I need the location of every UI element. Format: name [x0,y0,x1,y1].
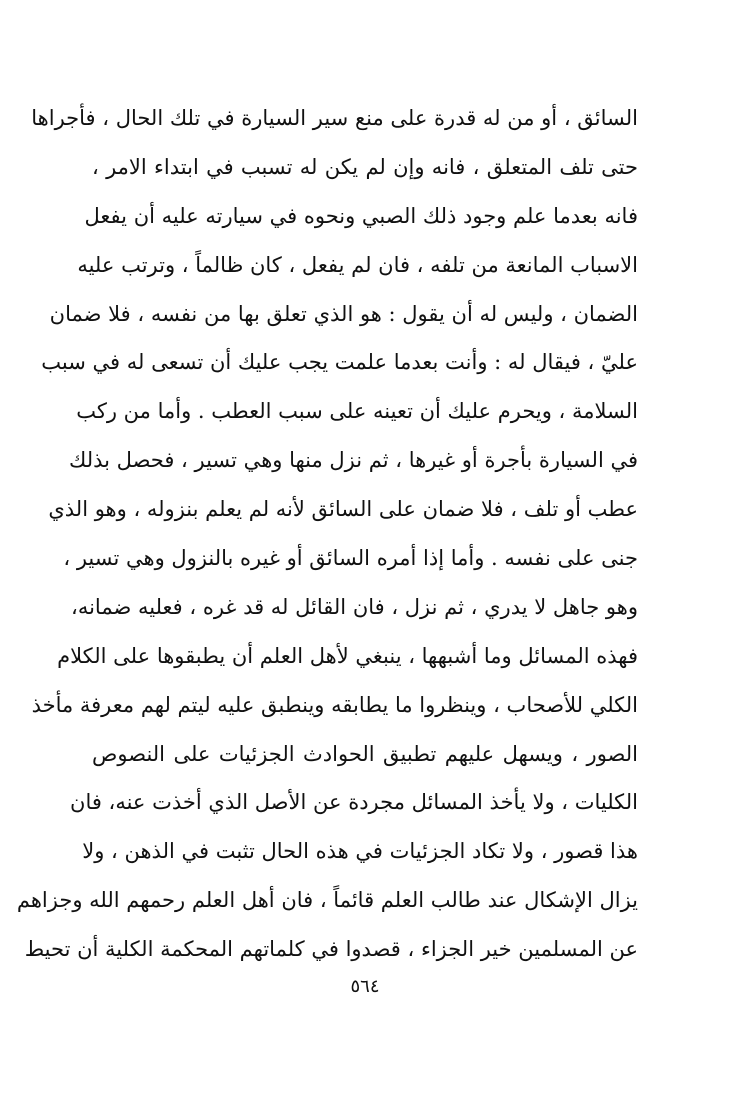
text-line: حتى تلف المتعلق ، فانه وإن لم يكن له تسبب في ابتداء الامر ، [92,154,638,179]
text-line: الكليات ، ولا يأخذ المسائل مجردة عن الأصل الذي أخذت عنه، فان [70,790,638,815]
text-line: يزال الإشكال عند طالب العلم قائماً ، فان أهل العلم رحمهم الله وجزاهم [16,888,638,913]
text-line: الكلي للأصحاب ، وينظروا ما يطابقه وينطبق عليه ليتم لهم معرفة مأخذ [31,692,638,717]
text-line: عن المسلمين خير الجزاء ، قصدوا في كلماتهم المحكمة الكلية أن تحيط [24,937,638,962]
text-line: الاسباب المانعة من تلفه ، فان لم يفعل ، كان ظالماً ، وترتب عليه [77,252,638,277]
body-text [16,94,638,974]
text-line: جنى على نفسه . وأما إذا أمره السائق أو غيره بالنزول وهي تسير ، [63,546,638,571]
text-line: عطب أو تلف ، فلا ضمان على السائق لأنه لم يعلم بنزوله ، وهو الذي [48,497,638,522]
text-line: الضمان ، وليس له أن يقول : هو الذي تعلق بها من نفسه ، فلا ضمان [49,301,638,326]
text-line: هذا قصور ، ولا تكاد الجزئيات في هذه الحال تثبت في الذهن ، ولا [82,839,638,864]
text-line: فهذه المسائل وما أشبهها ، ينبغي لأهل العلم أن يطبقوها على الكلام [57,643,638,668]
page-number: ٥٦٤ [350,976,380,997]
text-line: الصور ، ويسهل عليهم تطبيق الحوادث الجزئيات على النصوص [92,741,638,766]
text-line: السلامة ، ويحرم عليك أن تعينه على سبب العطب . وأما من ركب [76,399,638,424]
text-line: عليّ ، فيقال له : وأنت بعدما علمت يجب عليك أن تسعى له في سبب [41,350,638,375]
text-line: وهو جاهل لا يدري ، ثم نزل ، فان القائل له قد غره ، فعليه ضمانه، [71,594,638,619]
text-line: فانه بعدما علم وجود ذلك الصبي ونحوه في سيارته عليه أن يفعل [84,203,638,228]
text-line: في السيارة بأجرة أو غيرها ، ثم نزل منها وهي تسير ، فحصل بذلك [69,448,638,473]
text-line: السائق ، أو من له قدرة على منع سير السيارة في تلك الحال ، فأجراها [31,106,638,130]
